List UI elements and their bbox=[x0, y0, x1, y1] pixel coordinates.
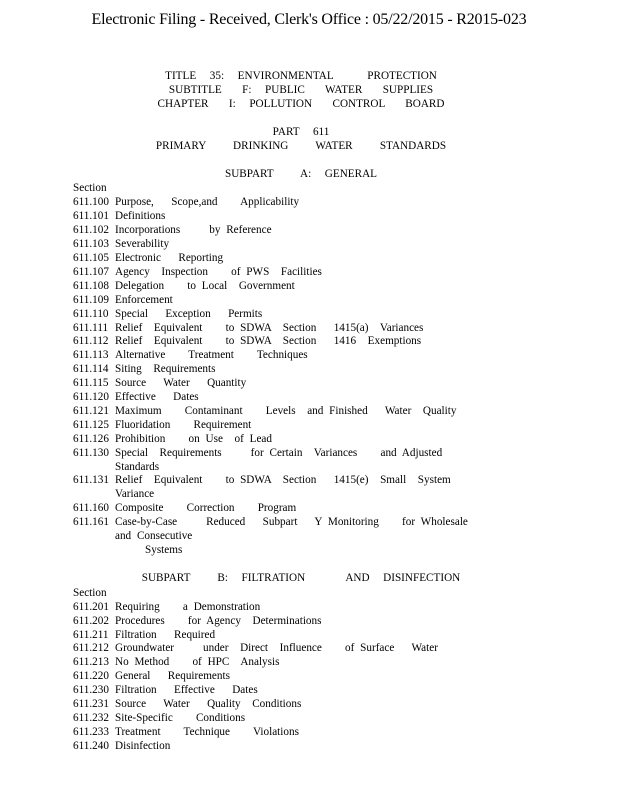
subpart-a-heading: SUBPART A: GENERAL bbox=[224, 167, 377, 180]
section-row bbox=[73, 349, 593, 363]
section-number: 611.126 bbox=[73, 432, 109, 445]
filing-stamp-header: Electronic Filing - Received, Clerk's Office : 05/22/2015 - R2015-023 bbox=[91, 11, 527, 28]
section-title: Prohibition on Use of Lead bbox=[115, 432, 272, 445]
section-title: Treatment Technique Violations bbox=[115, 725, 299, 738]
section-row bbox=[73, 740, 593, 754]
section-title: Relief Equivalent to SDWA Section 1416 Exemptions bbox=[115, 335, 422, 348]
document-heading bbox=[73, 70, 593, 154]
section-number: 611.101 bbox=[73, 210, 109, 223]
section-number: 611.212 bbox=[73, 642, 109, 655]
section-row bbox=[73, 601, 593, 615]
section-title: Agency Inspection of PWS Facilities bbox=[115, 265, 322, 278]
section-number: 611.111 bbox=[73, 321, 109, 334]
section-number: 611.100 bbox=[73, 196, 109, 209]
section-row bbox=[73, 280, 593, 294]
chapter-line: CHAPTER I: POLLUTION CONTROL BOARD bbox=[157, 97, 445, 110]
section-row bbox=[73, 210, 593, 224]
section-title: Procedures for Agency Determinations bbox=[115, 614, 322, 627]
section-title: Electronic Reporting bbox=[115, 251, 224, 264]
section-title: Source Water Quality Conditions bbox=[115, 698, 302, 711]
section-title: Requiring a Demonstration bbox=[115, 600, 261, 613]
section-number: 611.105 bbox=[73, 251, 109, 264]
section-row bbox=[73, 447, 593, 475]
section-number: 611.130 bbox=[73, 446, 109, 459]
section-row bbox=[73, 516, 593, 544]
section-number: 611.160 bbox=[73, 502, 109, 515]
title-line: TITLE 35: ENVIRONMENTAL PROTECTION bbox=[165, 70, 437, 82]
section-number: 611.230 bbox=[73, 684, 109, 697]
section-number: 611.113 bbox=[73, 349, 109, 362]
section-number: 611.161 bbox=[73, 516, 109, 529]
section-title: Case-by-Case Reduced Subpart Y Monitoring for Wholesale and Consecutive bbox=[115, 516, 497, 543]
section-number: 611.131 bbox=[73, 474, 109, 487]
section-number: 611.125 bbox=[73, 418, 109, 431]
section-row bbox=[73, 474, 593, 502]
section-row bbox=[73, 712, 593, 726]
section-title: Alternative Treatment Techniques bbox=[115, 349, 308, 362]
section-number: 611.120 bbox=[73, 391, 109, 404]
section-title: Source Water Quantity bbox=[115, 377, 247, 390]
section-title: Special Requirements for Certain Variances and Adjusted Standards bbox=[115, 446, 466, 473]
subpart-b-heading: SUBPART B: FILTRATION AND DISINFECTION bbox=[141, 571, 461, 584]
section-row bbox=[73, 433, 593, 447]
section-number: 611.202 bbox=[73, 614, 109, 627]
section-number: 611.211 bbox=[73, 628, 109, 641]
section-label: Section bbox=[73, 586, 107, 599]
section-row bbox=[73, 224, 593, 238]
section-number: 611.109 bbox=[73, 293, 109, 306]
subpart-b bbox=[73, 572, 593, 754]
section-row bbox=[73, 294, 593, 308]
section-row bbox=[73, 391, 593, 405]
section-title: Definitions bbox=[115, 210, 166, 223]
section-row bbox=[73, 322, 593, 336]
section-number: 611.213 bbox=[73, 656, 109, 669]
section-title: Special Exception Permits bbox=[115, 307, 263, 320]
section-title: Fluoridation Requirement bbox=[115, 418, 252, 431]
section-title: Purpose, Scope,and Applicability bbox=[115, 196, 300, 209]
section-list bbox=[73, 601, 593, 754]
section-number: 611.114 bbox=[73, 363, 109, 376]
section-row bbox=[73, 363, 593, 377]
section-number: 611.115 bbox=[73, 377, 109, 390]
section-number: 611.108 bbox=[73, 279, 109, 292]
section-row bbox=[73, 266, 593, 280]
section-row bbox=[73, 726, 593, 740]
section-row bbox=[73, 238, 593, 252]
section-row bbox=[73, 335, 593, 349]
section-title: Enforcement bbox=[115, 293, 173, 306]
section-title: Site-Specific Conditions bbox=[115, 711, 246, 724]
subtitle-line: SUBTITLE F: PUBLIC WATER SUPPLIES bbox=[168, 83, 434, 96]
section-title: Effective Dates bbox=[115, 391, 199, 404]
section-row bbox=[73, 502, 593, 516]
document-page bbox=[73, 70, 593, 754]
section-title: General Requirements bbox=[115, 670, 230, 683]
section-row bbox=[73, 670, 593, 684]
section-row bbox=[73, 308, 593, 322]
section-number: 611.110 bbox=[73, 307, 109, 320]
section-row bbox=[73, 629, 593, 643]
section-number: 611.121 bbox=[73, 404, 109, 417]
section-row bbox=[73, 656, 593, 670]
section-row bbox=[73, 377, 593, 391]
section-title: Relief Equivalent to SDWA Section 1415(e) Small System Variance bbox=[115, 474, 468, 501]
section-title: Severability bbox=[115, 238, 170, 251]
subpart-a bbox=[73, 168, 593, 558]
section-title: Relief Equivalent to SDWA Section 1415(a) Variances bbox=[115, 321, 424, 334]
section-number: 611.201 bbox=[73, 600, 109, 613]
section-number: 611.112 bbox=[73, 335, 109, 348]
section-row bbox=[73, 405, 593, 419]
section-number: 611.240 bbox=[73, 739, 109, 752]
section-row bbox=[73, 196, 593, 210]
section-number: 611.102 bbox=[73, 224, 109, 237]
section-title: Siting Requirements bbox=[115, 363, 216, 376]
part-name-line: PRIMARY DRINKING WATER STANDARDS bbox=[155, 139, 447, 152]
section-row bbox=[73, 642, 593, 656]
section-title: Filtration Effective Dates bbox=[115, 684, 258, 697]
section-number: 611.103 bbox=[73, 238, 109, 251]
section-label: Section bbox=[73, 182, 107, 195]
section-row bbox=[73, 419, 593, 433]
section-title: Maximum Contaminant Levels and Finished Water Quality bbox=[115, 404, 457, 417]
section-row bbox=[73, 252, 593, 266]
section-title: Composite Correction Program bbox=[115, 502, 297, 515]
section-number: 611.233 bbox=[73, 725, 109, 738]
section-title: Incorporations by Reference bbox=[115, 224, 272, 237]
section-number: 611.232 bbox=[73, 711, 109, 724]
section-title: No Method of HPC Analysis bbox=[115, 656, 280, 669]
section-row bbox=[73, 698, 593, 712]
section-title: Groundwater under Direct Influence of Surface Water bbox=[115, 642, 438, 655]
section-title: Filtration Required bbox=[115, 628, 216, 641]
section-title: Delegation to Local Government bbox=[115, 279, 295, 292]
section-number: 611.107 bbox=[73, 265, 109, 278]
section-row bbox=[73, 684, 593, 698]
section-number: 611.220 bbox=[73, 670, 109, 683]
part-line: PART 611 bbox=[272, 125, 330, 138]
section-title: Disinfection bbox=[115, 739, 171, 752]
section-title-continuation: Systems bbox=[145, 544, 183, 556]
section-list bbox=[73, 196, 593, 544]
section-number: 611.231 bbox=[73, 698, 109, 711]
section-row bbox=[73, 615, 593, 629]
